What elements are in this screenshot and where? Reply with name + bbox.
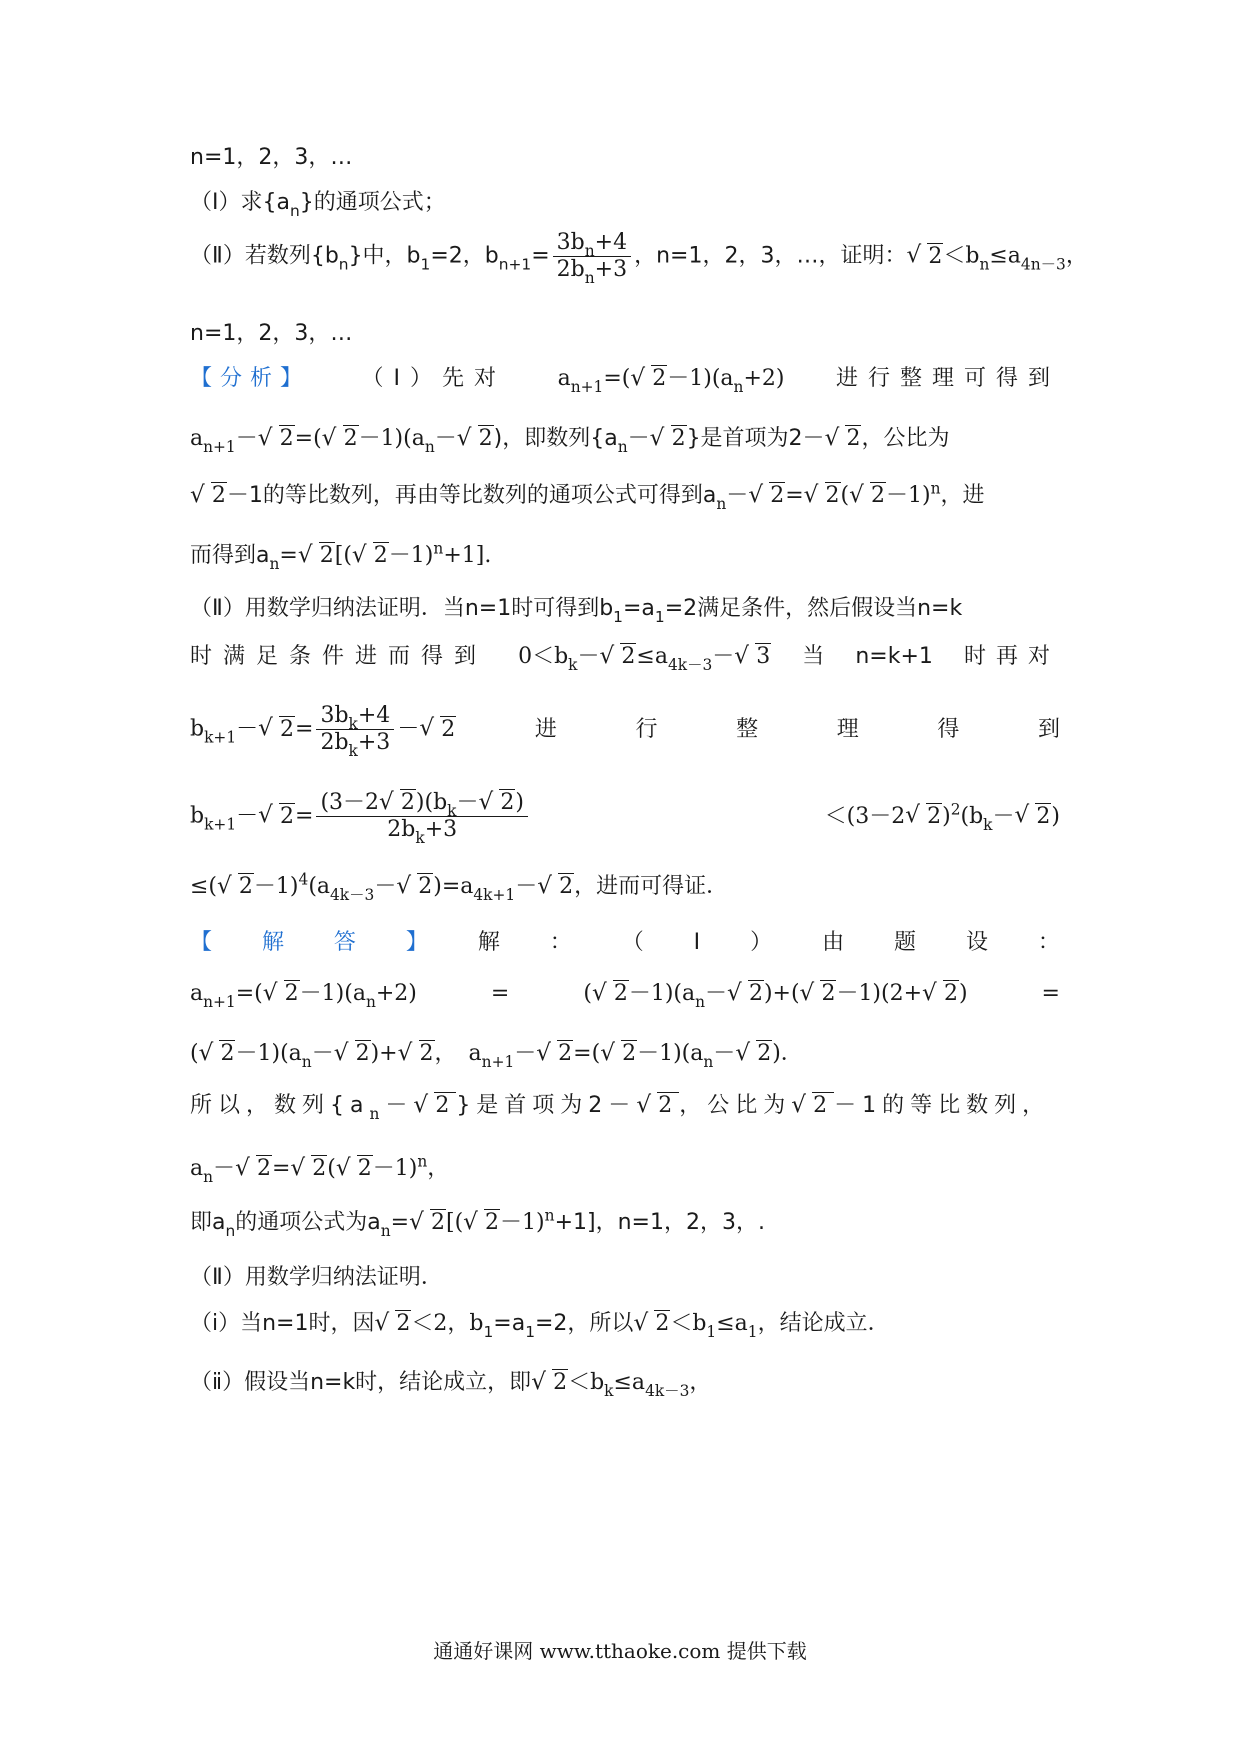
text: n=1，2，3，… bbox=[190, 321, 353, 346]
text: 而得到a bbox=[190, 543, 270, 568]
text: （ⅱ）假设当n=k时，结论成立，即 bbox=[190, 1370, 532, 1395]
analysis-line bbox=[190, 366, 1060, 396]
answer-line: （ⅰ）当n=1时，因√ 2＜2，$b_1=a_1=2$，所以√ $2<b_1\le a_1$，结论成立． bbox=[190, 1313, 890, 1335]
text: ，进而可得证． bbox=[574, 874, 729, 899]
text: （ⅰ）当n=1时，因 bbox=[190, 1311, 375, 1336]
text: 理 bbox=[836, 716, 859, 742]
text: ，公比为 bbox=[861, 426, 950, 451]
text: ， bbox=[689, 1370, 712, 1395]
formula: ＜(3－2√ $2)^2(b_k-√$ 2) bbox=[825, 806, 1060, 828]
text: （Ⅱ）用数学归纳法证明．当n=1时可得到b bbox=[190, 596, 614, 621]
question-part-2 bbox=[190, 230, 1088, 287]
answer-header-line bbox=[190, 932, 1060, 954]
text: 所以，数列{a bbox=[190, 1093, 370, 1118]
formula: $a_{n+1}=(√$ $2-1)(a_n+2)$ bbox=[190, 983, 417, 1005]
text: 当 bbox=[802, 644, 825, 669]
answer-line: （ⅱ）假设当n=k时，结论成立，即√ $2<b_k\le a_{4k-3}$， bbox=[190, 1372, 711, 1394]
subscript: n bbox=[289, 201, 300, 220]
section-tag-analysis: 【分析】 bbox=[190, 366, 311, 391]
text: 整 bbox=[736, 716, 759, 742]
text: （Ⅰ）先对 bbox=[361, 366, 507, 391]
text: 进行整理可得到 bbox=[835, 366, 1060, 391]
subscript: 4n－3 bbox=[1020, 255, 1066, 274]
text: 题 bbox=[894, 930, 917, 955]
answer-line bbox=[190, 1267, 443, 1289]
text: 时满足条件进而得到 bbox=[190, 644, 488, 669]
text: = bbox=[1041, 981, 1060, 1006]
text-line bbox=[190, 323, 352, 345]
subscript: n+1 bbox=[498, 255, 532, 274]
analysis-line: √ 2－1的等比数列，再由等比数列的通项公式可得到$a_n-√$ 2=√ 2(√ 2－1)$^n$，进 bbox=[190, 485, 985, 507]
subscript: n bbox=[338, 255, 349, 274]
sqrt-expression: √ 2 bbox=[906, 246, 943, 268]
text: +1]，n=1，2，3，. bbox=[554, 1210, 765, 1235]
text: 设 bbox=[965, 930, 988, 955]
analysis-line bbox=[190, 790, 1060, 847]
text-line bbox=[190, 147, 352, 169]
section-tag-bracket: 】 bbox=[405, 930, 428, 955]
section-tag-answer: 解 bbox=[261, 930, 284, 955]
fraction bbox=[553, 230, 631, 287]
denominator: $2b_n+3$ bbox=[556, 257, 628, 287]
text: }是首项为2－ bbox=[456, 1093, 637, 1118]
answer-line: (√ $2-1)(a_n-√$ 2)+√ 2， $a_{n+1}-√$ 2=(√ $2-1)(a_n-√$ 2)． bbox=[190, 1043, 803, 1065]
text: ，n=1，2，3，…，证明： bbox=[634, 243, 907, 269]
answer-line bbox=[190, 981, 1060, 1011]
text: }的通项公式； bbox=[299, 190, 446, 215]
formula: $b_{k+1}-√$ 2= $\frac{3b_k+4}{2b_k+3}$ －√ 2 bbox=[190, 703, 456, 756]
subscript: 1 bbox=[420, 255, 431, 274]
text: ≤a bbox=[989, 243, 1021, 269]
text: 由 bbox=[822, 930, 845, 955]
text: 即a bbox=[190, 1210, 226, 1235]
text: （Ⅰ）求{a bbox=[190, 190, 290, 215]
footer-text: 通通好课网 www.tthaoke.com 提供下载 bbox=[433, 1639, 807, 1663]
formula: (√ $2-1)(a_n-√$ 2)+(√ 2－1)(2+√ 2) bbox=[583, 983, 967, 1005]
text: ： bbox=[1037, 930, 1060, 955]
text: （ bbox=[621, 930, 644, 955]
subscript: n bbox=[979, 255, 990, 274]
text: 到 bbox=[1037, 716, 1060, 742]
text: n=1，2，3，… bbox=[190, 145, 353, 170]
numerator: $3b_n+4$ bbox=[553, 230, 631, 257]
text: = bbox=[531, 243, 550, 269]
section-tag-answer: 答 bbox=[333, 930, 356, 955]
section-tag-bracket: 【 bbox=[190, 930, 213, 955]
text: )，即数列{a bbox=[493, 426, 618, 451]
analysis-line bbox=[190, 644, 1060, 674]
text: = bbox=[490, 981, 510, 1006]
formula: $0<b_k-√$ $2\le a_{4k-3}-√$ 3 bbox=[518, 646, 771, 668]
text: 时再对 bbox=[963, 644, 1060, 669]
text: 进 bbox=[534, 716, 557, 742]
analysis-line: ≤(√ $2-1)^4(a_{4k-3}-√$ $2)=a_{4k+1}-√$ 2，进而可得证． bbox=[190, 876, 728, 898]
text: （Ⅱ）若数列{b bbox=[190, 243, 339, 269]
analysis-line: 而得到$a_n=√$ 2[(√ 2－1)$^n$+1]. bbox=[190, 545, 491, 567]
text: ，公比为 bbox=[679, 1093, 792, 1118]
answer-line: 即$a_n$的通项公式为$a_n=√$ 2[(√ 2－1)$^n$+1]，n=1，2，3，. bbox=[190, 1212, 765, 1234]
text: =2满足条件，然后假设当n=k bbox=[664, 596, 963, 621]
text: Ⅰ bbox=[693, 930, 701, 955]
text: =2，b bbox=[430, 243, 499, 269]
analysis-line: （Ⅱ）用数学归纳法证明．当n=1时可得到$b_1=a_1=2$满足条件，然后假设当n=k bbox=[190, 596, 963, 626]
answer-line: $a_n-√$ 2=√ 2(√ 2－1)$^n$， bbox=[190, 1158, 449, 1180]
text: =2，所以 bbox=[535, 1311, 634, 1336]
question-part-1 bbox=[190, 190, 446, 220]
text: ＜b bbox=[943, 243, 980, 269]
text: ） bbox=[750, 930, 773, 955]
text: 的通项公式为a bbox=[235, 1210, 381, 1235]
text: }是首项为2－ bbox=[686, 426, 825, 451]
text: ， bbox=[1065, 243, 1088, 269]
analysis-line: $a_{n+1}-√$ 2=(√ $2-1)(a_n-√$ 2)，即数列{$a_n-√$ 2}是首项为2－√ 2，公比为 bbox=[190, 428, 949, 450]
text: －1的等比数列，再由等比数列的通项公式可得到a bbox=[226, 483, 717, 508]
text: 解 bbox=[477, 930, 500, 955]
text: ，进 bbox=[940, 483, 985, 508]
text: （Ⅱ）用数学归纳法证明． bbox=[190, 1265, 443, 1290]
analysis-line bbox=[190, 703, 1060, 760]
text: 得 bbox=[937, 716, 960, 742]
formula: $b_{k+1}-√$ 2= $\frac{(3-2√ 2)(b_k-√ 2)}{2b_k+3}$ bbox=[190, 790, 531, 843]
answer-line: 所以，数列{$a_n-√$ 2}是首项为2－√ 2，公比为√ 2－1的等比数列， bbox=[190, 1095, 1050, 1117]
text: ： bbox=[549, 930, 572, 955]
text: 行 bbox=[635, 716, 658, 742]
text: ，结论成立． bbox=[757, 1311, 890, 1336]
formula: $a_{n+1}=(√$ $2-1)(a_n+2)$ bbox=[558, 368, 785, 390]
text: }中，b bbox=[348, 243, 421, 269]
text: －1的等比数列， bbox=[834, 1093, 1051, 1118]
text: n=k+1 bbox=[855, 644, 933, 669]
